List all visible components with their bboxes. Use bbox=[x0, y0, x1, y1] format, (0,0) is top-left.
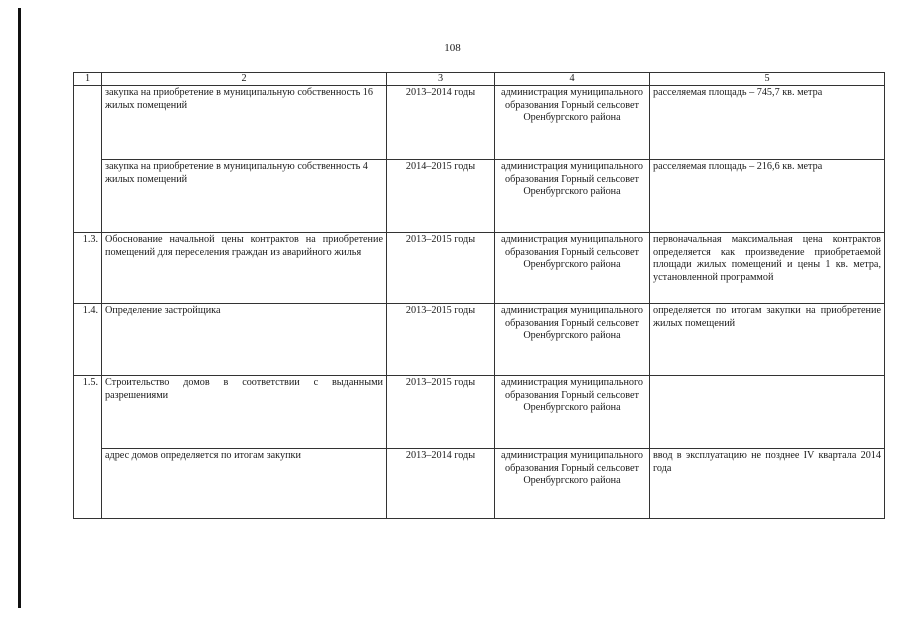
measure-cell: Обоснование начальной цены контрактов на приобретение помещений для переселения граждан из аварийного жилья bbox=[102, 233, 387, 304]
period-cell: 2014–2015 годы bbox=[387, 160, 495, 233]
column-header: 3 bbox=[387, 73, 495, 86]
table-row bbox=[74, 304, 885, 376]
executor-cell: администрация муниципального образования Горный сельсовет Оренбургского района bbox=[495, 233, 650, 304]
period-cell: 2013–2015 годы bbox=[387, 304, 495, 376]
table-row bbox=[74, 86, 885, 160]
measures-table bbox=[73, 72, 885, 519]
period-cell: 2013–2014 годы bbox=[387, 86, 495, 160]
column-header: 5 bbox=[650, 73, 885, 86]
executor-cell: администрация муниципального образования Горный сельсовет Оренбургского района bbox=[495, 449, 650, 519]
table-row bbox=[74, 233, 885, 304]
table-header-row bbox=[74, 73, 885, 86]
result-cell: первоначальная максимальная цена контрактов определяется как произведение приобретаемой площади жилых помещений и цены 1 кв. метра, установленной программой bbox=[650, 233, 885, 304]
result-cell: определяется по итогам закупки на приобретение жилых помещений bbox=[650, 304, 885, 376]
column-header: 1 bbox=[74, 73, 102, 86]
table-row bbox=[74, 160, 885, 233]
table-row bbox=[74, 449, 885, 519]
measure-cell: Строительство домов в соответствии с выданными разрешениями bbox=[102, 376, 387, 449]
result-cell: ввод в эксплуатацию не позднее IV квартала 2014 года bbox=[650, 449, 885, 519]
period-cell: 2013–2014 годы bbox=[387, 449, 495, 519]
period-cell: 2013–2015 годы bbox=[387, 376, 495, 449]
page-number: 108 bbox=[444, 42, 461, 54]
measure-cell: закупка на приобретение в муниципальную собственность 16 жилых помещений bbox=[102, 86, 387, 160]
measure-cell: адрес домов определяется по итогам закупки bbox=[102, 449, 387, 519]
result-cell: расселяемая площадь – 216,6 кв. метра bbox=[650, 160, 885, 233]
scan-edge-line bbox=[18, 8, 21, 608]
result-cell: расселяемая площадь – 745,7 кв. метра bbox=[650, 86, 885, 160]
table-row bbox=[74, 376, 885, 449]
executor-cell: администрация муниципального образования Горный сельсовет Оренбургского района bbox=[495, 86, 650, 160]
row-number bbox=[74, 86, 102, 233]
result-cell bbox=[650, 376, 885, 449]
period-cell: 2013–2015 годы bbox=[387, 233, 495, 304]
row-number: 1.4. bbox=[74, 304, 102, 376]
column-header: 2 bbox=[102, 73, 387, 86]
column-header: 4 bbox=[495, 73, 650, 86]
measure-cell: Определение застройщика bbox=[102, 304, 387, 376]
executor-cell: администрация муниципального образования Горный сельсовет Оренбургского района bbox=[495, 160, 650, 233]
row-number: 1.3. bbox=[74, 233, 102, 304]
executor-cell: администрация муниципального образования Горный сельсовет Оренбургского района bbox=[495, 376, 650, 449]
measure-cell: закупка на приобретение в муниципальную собственность 4 жилых помещений bbox=[102, 160, 387, 233]
row-number: 1.5. bbox=[74, 376, 102, 519]
executor-cell: администрация муниципального образования Горный сельсовет Оренбургского района bbox=[495, 304, 650, 376]
